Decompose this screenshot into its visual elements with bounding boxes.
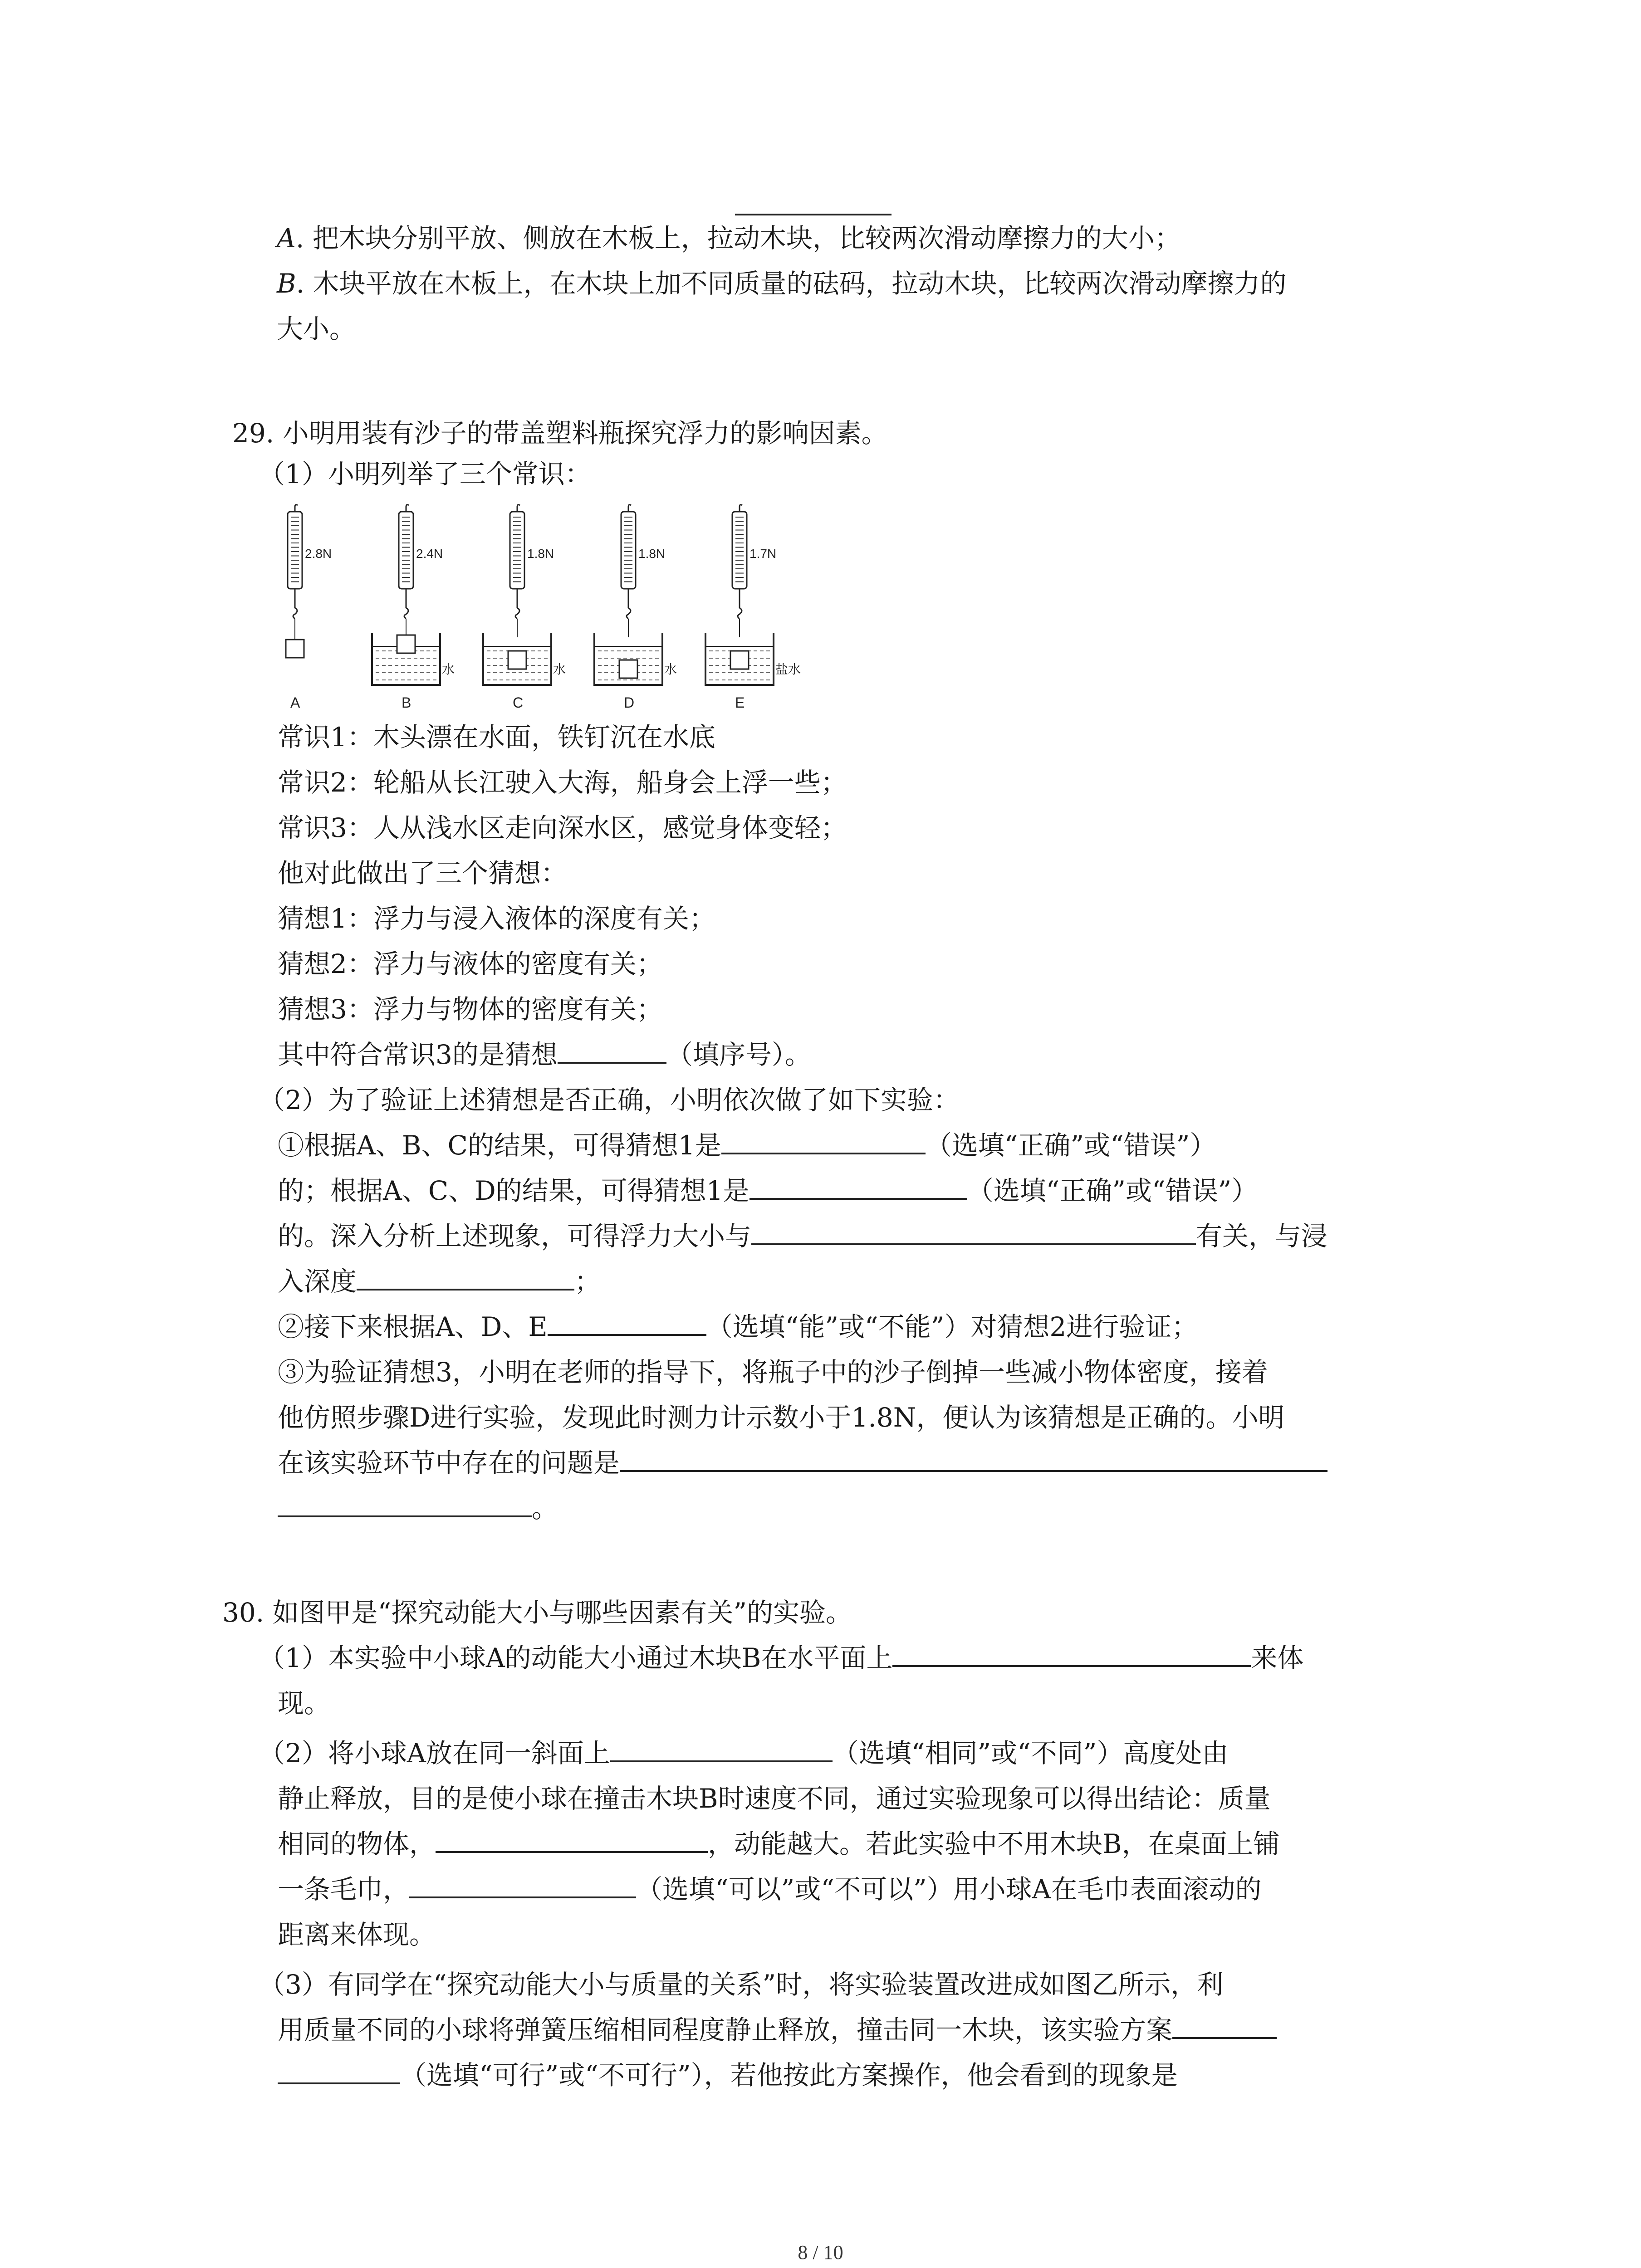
figure-label: E [735,694,745,711]
top-blank-line [735,191,892,222]
step1-line3: 的。深入分析上述现象，可得浮力大小与 有关，与浸 [278,1221,1328,1251]
spring-scale-B [372,505,455,711]
figure-label: C [513,694,524,711]
buoyancy-figure [272,503,835,712]
q29-question: 其中符合常识3的是猜想 （填序号）。 [278,1039,811,1070]
bottle [508,651,526,669]
page-number: 8 / 10 [798,2241,843,2263]
q30-part2-line1: （2）将小球A放在同一斜面上 （选填“相同”或“不同”）高度处由 [259,1738,1229,1769]
liquid-label: 水 [442,662,455,676]
q30-part3-line2: 用质量不同的小球将弹簧压缩相同程度静止释放，撞击同一木块，该实验方案 [278,2014,1277,2046]
answer-blank[interactable] [1172,2014,1277,2039]
answer-blank[interactable] [749,1175,967,1200]
q30-part3-line1: （3）有同学在“探究动能大小与质量的关系”时，将实验装置改进成如图乙所示，利 [259,1969,1224,2000]
bottle [730,651,749,669]
scale-reading: 1.8N [527,547,554,561]
q29-part2: （2）为了验证上述猜想是否正确，小明依次做了如下实验： [259,1085,960,1115]
q30-part3-line3: （选填“可行”或“不可行”），若他按此方案操作，他会看到的现象是 [278,2059,1178,2091]
step3-line1: ③为验证猜想3，小明在老师的指导下，将瓶子中的沙子倒掉一些减小物体密度，接着 [278,1357,1268,1388]
q28-option-b-cont: 大小。 [277,313,356,344]
answer-blank[interactable] [620,1447,1327,1472]
q28-option-a: A. 把木块分别平放、侧放在木板上，拉动木块，比较两次滑动摩擦力的大小； [277,223,1181,254]
common-sense-1: 常识1：木头漂在水面，铁钉沉在水底 [278,722,715,753]
answer-blank[interactable] [892,1642,1251,1667]
answer-blank[interactable] [436,1828,708,1853]
figure-label: D [624,694,635,711]
spring-scale-A [286,505,332,711]
step1-line4: 入深度 ； [278,1266,601,1297]
scale-reading: 2.4N [416,547,443,561]
bottle [286,640,304,658]
answer-blank[interactable] [409,1874,636,1898]
step3-line4: 。 [278,1492,558,1524]
q30-part2-line5: 距离来体现。 [278,1919,436,1950]
step2: ②接下来根据A、D、E （选填“能”或“不能”）对猜想2进行验证； [278,1311,1198,1342]
step1-line1: ①根据A、B、C的结果，可得猜想1是 （选填“正确”或“错误”） [278,1130,1216,1161]
answer-blank[interactable] [357,1266,574,1290]
guess-1: 猜想1：浮力与浸入液体的深度有关； [278,903,715,934]
figure-label: A [290,694,300,711]
answer-blank[interactable] [721,1130,926,1154]
guess-intro: 他对此做出了三个猜想： [278,858,568,889]
answer-blank[interactable] [548,1311,706,1336]
q30-part1-cont: 现。 [278,1688,331,1719]
step1-line2: 的；根据A、C、D的结果，可得猜想1是 （选填“正确”或“错误”） [278,1175,1258,1206]
spring-scale-C [483,505,566,711]
answer-blank[interactable] [610,1738,833,1762]
scale-reading: 1.8N [638,547,666,561]
q29-title: 29. 小明用装有沙子的带盖塑料瓶探究浮力的影响因素。 [232,418,888,449]
answer-blank[interactable] [278,2060,400,2084]
answer-blank[interactable] [278,1493,532,1517]
answer-blank[interactable] [751,1221,1196,1245]
common-sense-3: 常识3：人从浅水区走向深水区，感觉身体变轻； [278,812,847,843]
scale-reading: 1.7N [749,547,777,561]
q30-part2-line4: 一条毛巾， （选填“可以”或“不可以”）用小球A在毛巾表面滚动的 [278,1874,1262,1905]
q30-part1: （1）本实验中小球A的动能大小通过木块B在水平面上 来体 [259,1642,1304,1673]
spring-scale-D [594,505,677,711]
bottle [619,660,637,678]
answer-blank[interactable] [558,1039,666,1064]
bottle [397,635,415,653]
scale-reading: 2.8N [305,547,332,561]
q30-part2-line2: 静止释放，目的是使小球在撞击木块B时速度不同，通过实验现象可以得出结论：质量 [278,1783,1271,1814]
q30-title: 30. 如图甲是“探究动能大小与哪些因素有关”的实验。 [222,1597,852,1628]
figure-label: B [402,694,411,711]
q30-part2-line3: 相同的物体， ，动能越大。若此实验中不用木块B，在桌面上铺 [278,1828,1280,1859]
liquid-label: 盐水 [775,662,801,676]
answer-blank[interactable] [735,191,892,215]
common-sense-2: 常识2：轮船从长江驶入大海，船身会上浮一些； [278,767,847,798]
spring-scale-E [705,505,801,711]
q28-option-b: B. 木块平放在木板上，在木块上加不同质量的砝码，拉动木块，比较两次滑动摩擦力的 [277,268,1287,299]
liquid-label: 水 [664,662,677,676]
guess-2: 猜想2：浮力与液体的密度有关； [278,948,663,979]
guess-3: 猜想3：浮力与物体的密度有关； [278,994,663,1025]
liquid-label: 水 [553,662,566,676]
step3-line2: 他仿照步骤D进行实验，发现此时测力计示数小于1.8N，便认为该猜想是正确的。小明 [278,1402,1285,1433]
q29-part1: （1）小明列举了三个常识： [259,459,591,489]
step3-line3: 在该实验环节中存在的问题是 [278,1447,1327,1479]
